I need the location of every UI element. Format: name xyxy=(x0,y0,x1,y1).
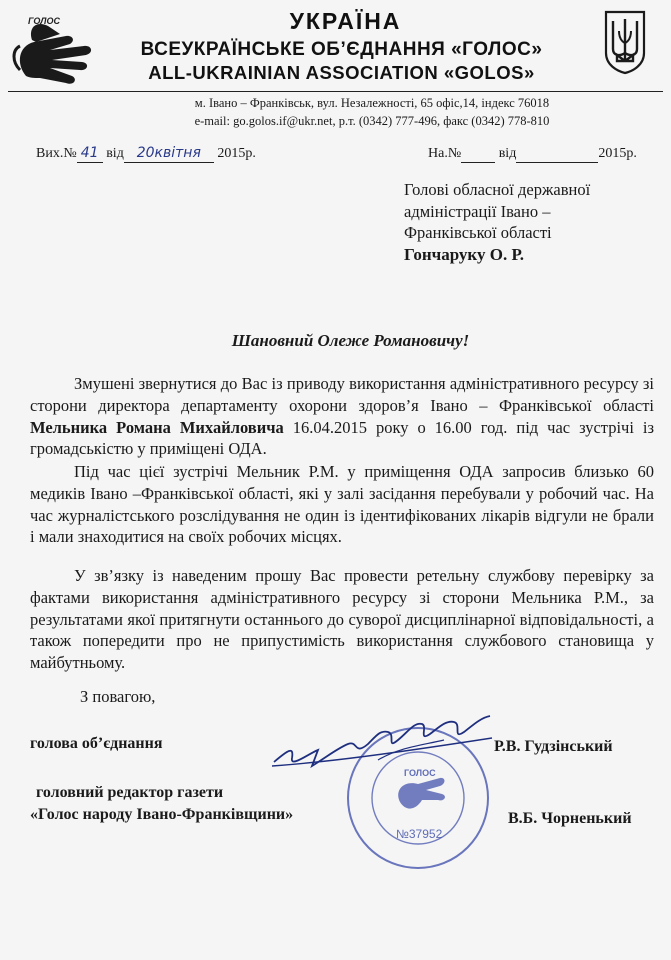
official-name: Мельника Романа Михайловича xyxy=(30,417,284,437)
addressee-line: адміністрації Івано – xyxy=(404,201,551,221)
out-number: 41 xyxy=(80,145,99,161)
stamp-number: №37952 xyxy=(396,827,443,841)
out-from-label: від xyxy=(106,146,124,161)
header-title-association-en: ALL-UKRAINIAN ASSOCIATION «GOLOS» xyxy=(148,62,535,83)
out-date-field xyxy=(124,146,214,163)
out-number-field xyxy=(77,146,103,163)
body-paragraph-1 xyxy=(30,373,654,460)
ukraine-trident-icon xyxy=(603,9,647,75)
body-paragraph-2 xyxy=(30,461,654,548)
in-prefix: На.№ xyxy=(428,146,462,161)
out-date: 20квітня xyxy=(136,145,201,161)
header-title-association-ua: ВСЕУКРАЇНСЬКЕ ОБ’ЄДНАННЯ «ГОЛОС» xyxy=(140,39,543,60)
incoming-reference xyxy=(428,146,637,163)
stamp-center-text: ГОЛОС xyxy=(404,768,436,778)
header-divider xyxy=(8,91,663,92)
body-paragraph-3 xyxy=(30,565,654,674)
addressee-block xyxy=(404,179,590,265)
signatory-role-1: голова об’єднання xyxy=(30,735,163,752)
handwritten-signature xyxy=(268,710,498,780)
addressee-line: Голові обласної державної xyxy=(404,180,591,199)
in-from-label: від xyxy=(498,146,517,161)
out-year: 2015р. xyxy=(217,146,256,161)
signatory-name-1: Р.В. Гудзінський xyxy=(494,738,613,755)
paragraph-text: У зв’язку із наведеним прошу Вас провести ретельну службову перевірку за фактами використання адміністративного ресурсу зі сторони Мельника Р.М., за результатами якої притягнути останнього до суворої дисциплінарної відповідальності, а також попередити про не припустимість використання службового становища у майбутньому. xyxy=(30,566,654,673)
header-title-ukraine: УКРАЇНА xyxy=(289,8,402,34)
logo-text: ГОЛОС xyxy=(28,16,60,26)
paragraph-text: Змушені звернутися до Вас із приводу використання адміністративного ресурсу зі сторони директора департаменту охорони здоров’я Івано – Франківської області xyxy=(30,374,654,415)
in-year: 2015р. xyxy=(598,146,637,161)
paragraph-text: 16.04.2015 року о 16.00 год. під час зустрічі із громадськістю у приміщені ОДА. xyxy=(30,417,655,459)
contacts-line: e-mail: go.golos.if@ukr.net, р.т. (0342) 777-496, факс (0342) 778-810 xyxy=(194,114,550,128)
in-date-field xyxy=(516,146,598,163)
addressee-line: Франківської області xyxy=(404,223,552,242)
salutation: Шановний Олеже Романовичу! xyxy=(231,331,470,350)
out-prefix: Вих.№ xyxy=(36,146,77,161)
outgoing-reference xyxy=(36,146,256,163)
signatory-role-2: головний редактор газети xyxy=(36,784,224,801)
address-line: м. Івано – Франківськ, вул. Незалежності, 65 офіс,14, індекс 76018 xyxy=(194,96,550,110)
in-number-field xyxy=(461,146,495,163)
paragraph-text: Під час цієї зустрічі Мельник Р.М. у приміщення ОДА запросив близько 60 медиків Івано –Франківської області, які у залі засідання перебували у робочий час. На час журналістського розслідування не один із ідентифікованих лікарів відгули не брали і мали знаходитися на своїх робочих місцях. xyxy=(30,462,654,547)
addressee-name: Гончаруку О. Р. xyxy=(404,244,524,264)
newspaper-name: «Голос народу Івано-Франківщини» xyxy=(30,806,294,823)
stamp-bird-icon xyxy=(398,778,445,809)
closing-regards: З повагою, xyxy=(80,687,156,706)
signatory-name-2: В.Б. Чорненький xyxy=(508,810,632,827)
